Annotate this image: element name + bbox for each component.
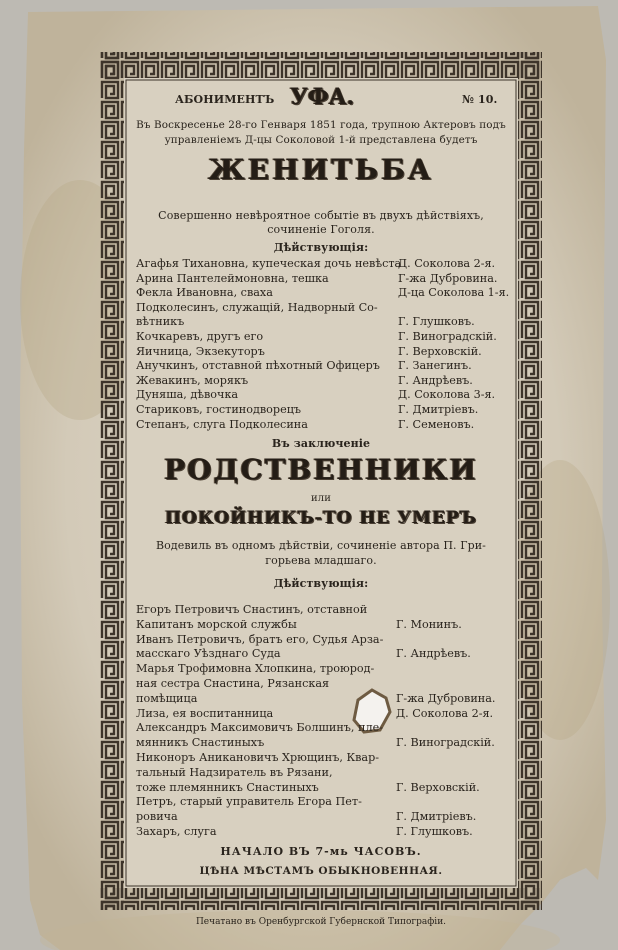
cast-role: ная сестра Снастина, Рязанская — [136, 677, 330, 690]
cast-role: Жевакинъ, морякъ — [136, 373, 249, 387]
cast-role: помѣщица — [136, 691, 198, 705]
cast-role: Петръ, старый управитель Егора Пет- — [136, 795, 362, 809]
cast-role: Марья Трофимовна Хлопкина, троюрод- — [136, 662, 375, 676]
cast-actor: Г. Виноградскiй. — [396, 736, 495, 750]
cast-actor: Д-ца Соколова 1-я. — [398, 286, 510, 300]
cast-actor: Г. Верховскiй. — [396, 780, 480, 794]
play2-desc-1: Водевиль въ одномъ дѣйствiи, сочиненiе автора П. Гри- — [156, 539, 486, 552]
cast-role: Арина Пантелеймоновна, тешка — [136, 271, 329, 285]
cast-actor: Д. Соколова 2-я. — [396, 706, 494, 720]
cast-role: Фекла Ивановна, сваха — [136, 286, 273, 300]
cast-actor: Г. Глушковъ. — [396, 825, 473, 838]
play1-cast-heading: Дѣйствующiя: — [273, 241, 369, 254]
cast-role: Стариковъ, гостинодворецъ — [136, 403, 302, 416]
cast-actor: Г. Семеновъ. — [398, 417, 475, 431]
cast-role: Дуняша, дѣвочка — [136, 388, 239, 402]
start-time: НАЧАЛО ВЪ 7-мь ЧАСОВЪ. — [220, 845, 422, 858]
cast-actor: Г. Виноградскiй. — [398, 330, 497, 343]
play2-desc-2: горьева младшаго. — [265, 554, 377, 567]
cast-role: Никоноръ Аникановичъ Хрющинъ, Квар- — [136, 751, 380, 764]
cast-role: Капитанъ морской службы — [136, 617, 297, 631]
cast-role: тальный Надзиратель въ Рязани, — [136, 765, 333, 779]
cast-role: Яичница, Экзекуторъ — [136, 344, 265, 358]
cast-actor: Г-жа Дубровина. — [398, 271, 498, 285]
cast-role: Егоръ Петровичъ Снастинъ, отставной — [136, 603, 368, 616]
cast-role: вѣтникъ — [136, 315, 185, 329]
cast-actor: Д. Соколова 2-я. — [398, 257, 496, 270]
cast-actor: Г. Занегинъ. — [398, 359, 472, 373]
cast-role: Захаръ, слуга — [136, 825, 217, 838]
cast-actor: Г. Дмитрiевъ. — [396, 810, 477, 824]
cast-actor: Г. Андрѣевъ. — [398, 373, 473, 387]
intro-line-1: Въ Воскресенье 28-го Генваря 1851 года, трупною Актеровъ подъ — [136, 119, 506, 131]
play1-desc-1: Совершенно невѣроятное событiе въ двухъ дѣйствiяхъ, — [158, 209, 484, 222]
cast-role: мянникъ Снастиныхъ — [136, 736, 265, 750]
cast-actor: Д. Соколова 3-я. — [398, 388, 496, 402]
cast-actor: Г. Монинъ. — [396, 617, 462, 631]
subscription-label: АБОНИМЕНТЪ — [175, 93, 275, 106]
play2-subtitle: ПОКОЙНИКЪ-ТО НЕ УМЕРЪ — [164, 508, 478, 528]
cast-role: Кочкаревъ, другъ его — [136, 330, 264, 343]
cast-actor: Г-жа Дубровина. — [396, 691, 496, 705]
cast-role: тоже племянникъ Снастиныхъ — [136, 780, 319, 794]
cast-actor: Г. Андрѣевъ. — [396, 647, 471, 661]
cast-actor: Г. Верховскiй. — [398, 344, 482, 358]
cast-role: ровича — [136, 810, 178, 824]
cast-role: Агафья Тихановна, купеческая дочь невѣста — [136, 257, 402, 270]
play1-desc-2: сочиненiе Гоголя. — [267, 223, 375, 236]
city-title: УФА. — [290, 84, 355, 110]
cast-role: Лиза, ея воспитанница — [136, 706, 274, 720]
cast-role: Анучкинъ, отставной пѣхотный Офицеръ — [136, 359, 380, 373]
play2-cast-heading: Дѣйствующiя: — [273, 577, 369, 590]
cast-role: Степанъ, слуга Подколесина — [136, 417, 308, 431]
cast-role: Иванъ Петровичъ, братъ его, Судья Арза- — [136, 632, 384, 646]
printer-credit: Печатано въ Оренбургской Губернской Типографiи. — [195, 917, 447, 927]
play2-or: или — [311, 493, 331, 504]
issue-number: № 10. — [462, 93, 498, 106]
intro-line-2: управленiемъ Д-цы Соколовой 1-й представлена будетъ — [164, 134, 478, 146]
play1-title: ЖЕНИТЬБА — [208, 153, 434, 186]
cast-actor: Г. Глушковъ. — [398, 315, 475, 329]
cast-role: масскаго Уѣзднаго Суда — [136, 647, 281, 661]
play2-title: РОДСТВЕННИКИ — [164, 453, 478, 486]
ticket-prices: ЦѢНА МѢСТАМЪ ОБЫКНОВЕННАЯ. — [199, 865, 443, 877]
cast-role: Александръ Максимовичъ Болшинъ, пле- — [136, 721, 383, 735]
conclusion-label: Въ заключенiе — [271, 437, 371, 450]
cast-role: Подколесинъ, служащiй, Надворный Со- — [136, 300, 378, 314]
cast-actor: Г. Дмитрiевъ. — [398, 403, 479, 416]
